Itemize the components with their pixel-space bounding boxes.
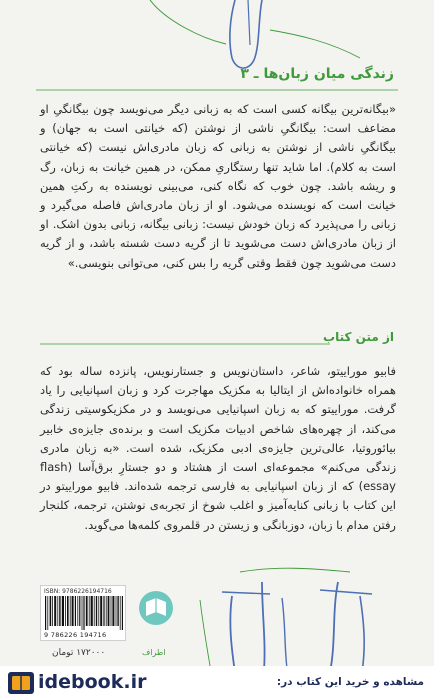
isbn-label: ISBN: 9786226194716 bbox=[44, 588, 112, 595]
site-logo-domain: k.ir bbox=[110, 671, 147, 693]
barcode-icon bbox=[45, 596, 123, 630]
from-book-label: از متن کتاب bbox=[323, 330, 394, 344]
price-label: ۱۷۲۰۰۰ تومان bbox=[52, 648, 106, 658]
series-title: زندگی میان زبان‌ها ـ ۳ bbox=[240, 66, 394, 82]
isbn-digits: 9 786226 194716 bbox=[44, 631, 107, 639]
publisher-logo-icon bbox=[136, 586, 176, 646]
isbn-barcode bbox=[40, 585, 126, 641]
publisher-name: اطراف bbox=[142, 648, 166, 657]
quote-text: «بیگانه‌ترین بیگانه کسی است که به زبانی دیگر می‌نویسد چون بیگانگیِ او مضاعف است: بیگانگیِ ناشی از نوشتن (که خیانتی است به جهان) و بیگانگیِ ناشی از نوشتن به زبانی که زبان مادری‌اش نیست (که خیانتی است به کلام). اما شاید تنها رستگاریِ ممکن، در همین خیانت به زبان، رگ و ریشه باشد. چون خوب که نگاه کنی، می‌بینی نویسنده به رکتِ همین خیانت است که نویسنده می‌شود. او از زبان مادری‌اش فاصله می‌گیرد و زبانی را می‌پذیرد که زبان خودش نیست: زبانی بیگانه، زبانی بدون اشک. او از زبان مادری‌اش دست می‌شوید تا از گریه دست شسته باشد، و از گریه دست می‌شوید چون فقط وقتی گریه را بس کنی، می‌توانی بنویسی.» bbox=[40, 102, 396, 270]
site-logo-text[interactable] bbox=[38, 671, 146, 693]
site-logo-wordmark: ideboo bbox=[38, 671, 111, 693]
footer-caption: مشاهده و خرید این کتاب در: bbox=[276, 676, 424, 688]
quote-paragraph bbox=[40, 100, 396, 273]
author-bio-paragraph: فابیو موراییتو، شاعر، داستان‌نویس و جستارنویس، پانزده ساله بود که همراه خانواده‌اش از ایتالیا به مکزیک مهاجرت کرد و زبان اسپانیایی را یاد گرفت. موراییتو که به زبان اسپانیایی می‌نویسد و در مکزیکوسیتی زندگی می‌کند، از چهره‌های شاخص ادبیات مکزیک است و برنده‌ی جایزه‌ی خابیر بیائوروتیا، عالی‌ترین جایزه‌ی ادبی مکزیک، شده است. «به زبان مادری زندگی می‌کنم» مجموعه‌ای است از هشتاد و دو جستارِ برق‌آسا (flash essay) که از زبان اسپانیایی به فارسی ترجمه شده‌اند. فابیو موراییتو در این کتاب با زبانی کنایه‌آمیز و اغلب شوخ از تجربه‌ی نوشتن، ترجمه، کلنجار رفتن مدام با زبان، دوزبانگی و زیستن در قلمروی کلمه‌ها می‌گوید. bbox=[40, 364, 396, 532]
